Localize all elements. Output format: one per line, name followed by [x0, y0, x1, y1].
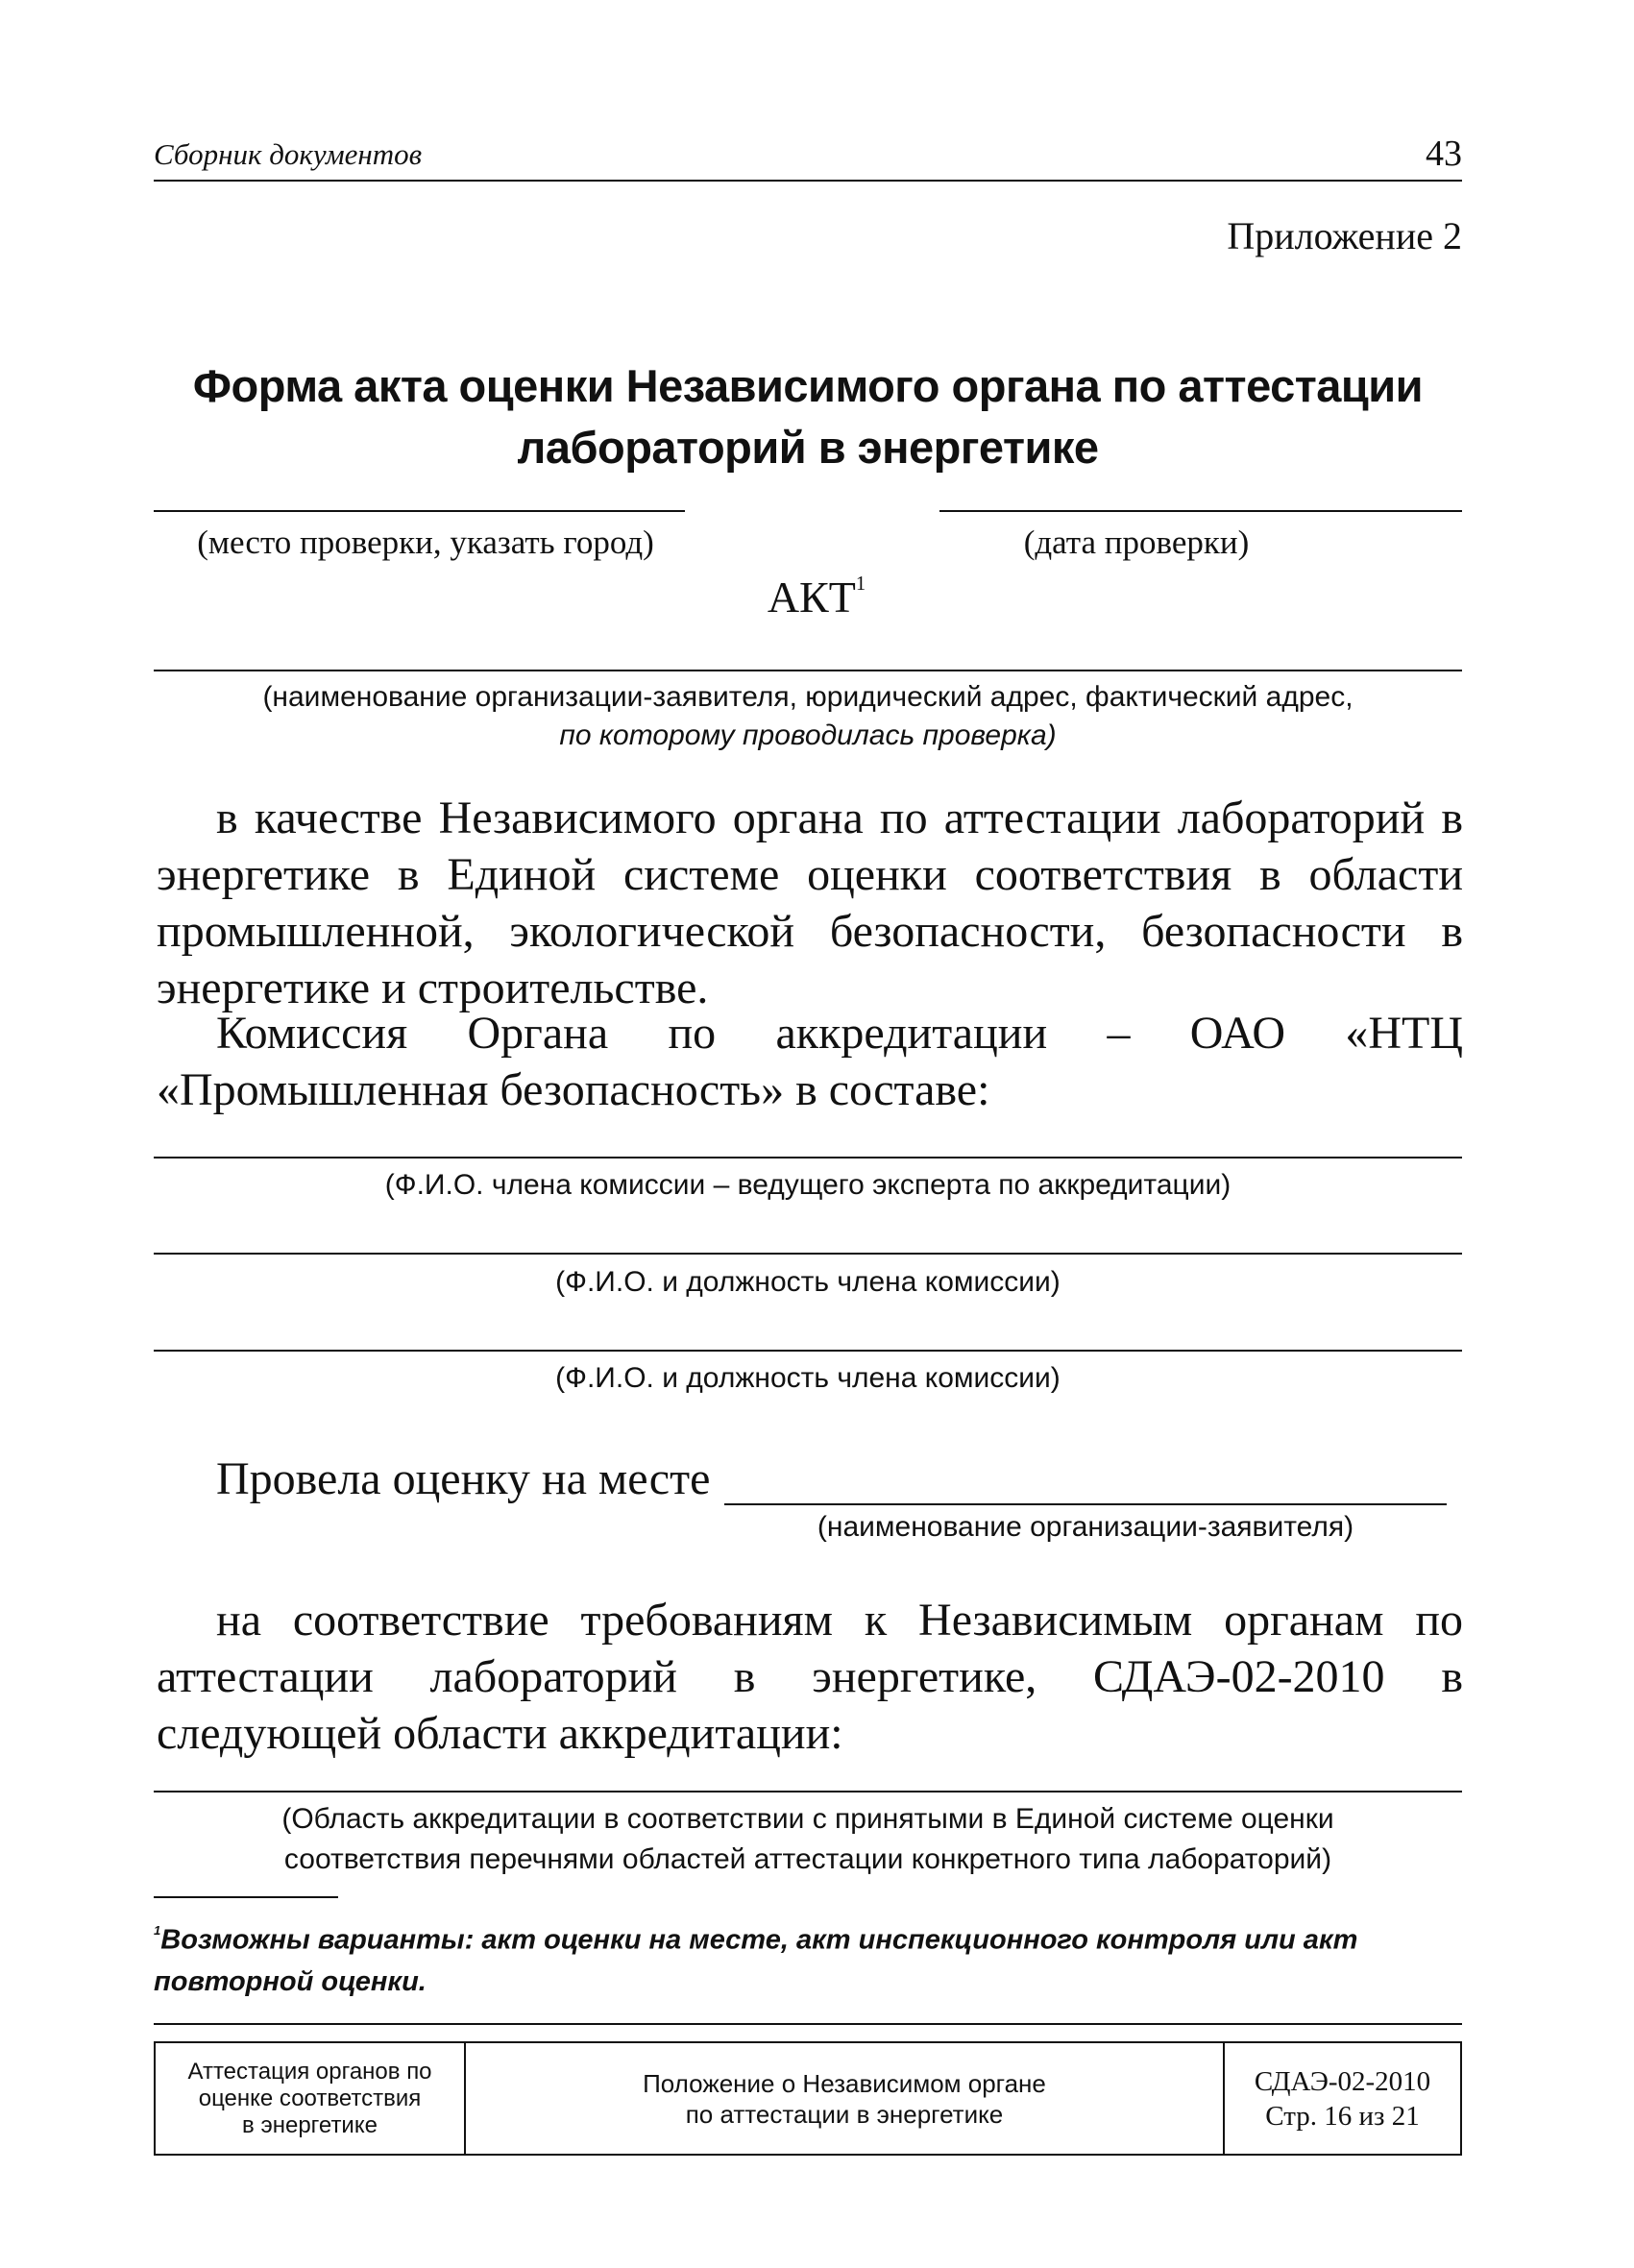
place-blank-line	[154, 510, 685, 512]
scope-caption-line2: соответствия перечнями областей аттестации конкретного типа лабораторий)	[283, 1843, 1332, 1875]
date-caption: (дата проверки)	[1023, 524, 1250, 561]
assessment-caption: (наименование организации-заявителя)	[817, 1511, 1354, 1543]
footer-doc-code: СДАЭ-02-2010	[1254, 2065, 1431, 2097]
date-blank-line	[939, 510, 1462, 512]
footnote-text-line1: Возможны варианты: акт оценки на месте, акт инспекционного контроля или акт	[160, 1924, 1358, 1956]
footnote-separator	[154, 1896, 338, 1898]
page-number: 43	[1426, 134, 1462, 174]
footer-left-line2: оценке соответствия	[198, 2085, 422, 2111]
footer-left-line3: в энергетике	[242, 2111, 378, 2138]
organization-caption-line2: по которому проводилась проверка)	[559, 719, 1057, 751]
member1-blank-line	[154, 1253, 1462, 1255]
paragraph-commission: Комиссия Органа по аккредитации – ОАО «НТЦ «Промышленная безопасность» в составе:	[157, 1008, 1463, 1115]
footer-left-line1: Аттестация органов по	[187, 2058, 432, 2085]
act-footnote-mark: 1	[855, 573, 866, 596]
form-title-line1: Форма акта оценки Независимого органа по аттестации	[192, 360, 1424, 411]
footnote	[154, 1910, 1462, 2003]
assessment-label: Провела оценку на месте	[216, 1453, 711, 1504]
footer-center-line2: по аттестации в энергетике	[685, 2099, 1004, 2129]
footer-left-cell	[156, 2043, 466, 2154]
paragraph-requirements: на соответствие требованиям к Независимым органам по аттестации лабораторий в энергетике, СДАЭ-02-2010 в следующей области аккредитации:	[157, 1595, 1463, 1759]
lead-expert-caption: (Ф.И.О. члена комиссии – ведущего эксперта по аккредитации)	[384, 1169, 1232, 1201]
scope-caption	[154, 1799, 1462, 1880]
organization-caption	[154, 678, 1462, 755]
footer-rule	[154, 2023, 1462, 2025]
assessment-blank-line	[724, 1503, 1447, 1505]
member2-caption: (Ф.И.О. и должность члена комиссии)	[555, 1362, 1061, 1394]
footnote-line2: повторной оценки.	[154, 1966, 427, 1998]
organization-caption-line1: (наименование организации-заявителя, юридический адрес, фактический адрес,	[262, 681, 1354, 713]
scope-blank-line	[154, 1791, 1462, 1792]
place-caption: (место проверки, указать город)	[197, 524, 654, 561]
organization-blank-line	[154, 670, 1462, 671]
footer-right-cell	[1225, 2043, 1460, 2154]
form-title-line2: лабораторий в энергетике	[517, 422, 1099, 473]
member2-blank-line	[154, 1350, 1462, 1352]
appendix-label: Приложение 2	[1227, 214, 1462, 257]
header-rule	[154, 180, 1462, 182]
form-title	[154, 355, 1462, 478]
footer-center-cell	[466, 2043, 1225, 2154]
footer-table	[154, 2041, 1462, 2156]
act-heading	[672, 572, 961, 622]
footnote-line1	[154, 1910, 1462, 1961]
footer-center-line1: Положение о Независимом органе	[643, 2068, 1046, 2098]
paragraph-capacity: в качестве Независимого органа по аттестации лабораторий в энергетике в Единой системе оценки соответствия в области промышленной, экологической безопасности, безопасности в энергетике и строительстве.	[157, 793, 1463, 1013]
scope-caption-line1: (Область аккредитации в соответствии с принятыми в Единой системе оценки	[281, 1803, 1334, 1835]
lead-expert-blank-line	[154, 1157, 1462, 1158]
footnote-mark: 1	[154, 1923, 161, 1938]
member1-caption: (Ф.И.О. и должность члена комиссии)	[555, 1266, 1061, 1298]
footer-page-count: Стр. 16 из 21	[1265, 2100, 1420, 2132]
act-label: АКТ	[767, 573, 856, 622]
running-header-title: Сборник документов	[154, 137, 423, 171]
